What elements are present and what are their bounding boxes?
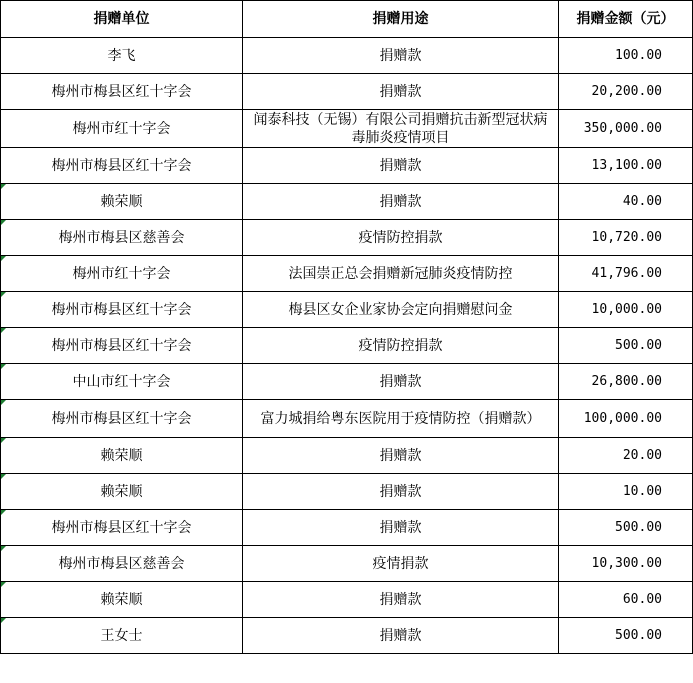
amount-cell: 20,200.00 (559, 74, 693, 110)
purpose-cell: 疫情捐款 (243, 546, 559, 582)
purpose-cell: 捐赠款 (243, 618, 559, 654)
donor-unit-cell (1, 256, 243, 292)
table-row (1, 74, 693, 110)
donor-unit-text: 梅州市红十字会 (72, 265, 171, 282)
table-row (1, 292, 693, 328)
amount-cell: 40.00 (559, 184, 693, 220)
cell-flag-icon (1, 400, 6, 405)
amount-cell: 20.00 (559, 438, 693, 474)
purpose-cell: 疫情防控捐款 (243, 220, 559, 256)
cell-flag-icon (1, 184, 6, 189)
cell-flag-icon (1, 364, 6, 369)
amount-cell: 13,100.00 (559, 148, 693, 184)
cell-flag-icon (1, 256, 6, 261)
cell-flag-icon (1, 474, 6, 479)
donor-unit-text: 梅州市梅县区红十字会 (51, 337, 192, 354)
header-donation-purpose: 捐赠用途 (243, 1, 559, 38)
donor-unit-cell (1, 184, 243, 220)
purpose-cell: 疫情防控捐款 (243, 328, 559, 364)
donor-unit-text: 赖荣顺 (100, 591, 143, 608)
donor-unit-cell (1, 364, 243, 400)
cell-flag-icon (1, 582, 6, 587)
amount-cell: 26,800.00 (559, 364, 693, 400)
table-row (1, 220, 693, 256)
table-row (1, 110, 693, 148)
donor-unit-cell (1, 400, 243, 438)
table-row (1, 184, 693, 220)
table-row (1, 400, 693, 438)
amount-cell: 100,000.00 (559, 400, 693, 438)
cell-flag-icon (1, 546, 6, 551)
amount-cell: 100.00 (559, 38, 693, 74)
donor-unit-cell: 李飞 (1, 38, 243, 74)
donor-unit-cell (1, 328, 243, 364)
purpose-cell: 捐赠款 (243, 510, 559, 546)
table-row (1, 256, 693, 292)
donor-unit-cell (1, 220, 243, 256)
table-row (1, 364, 693, 400)
donor-unit-cell (1, 546, 243, 582)
donor-unit-cell: 梅州市梅县区红十字会 (1, 148, 243, 184)
cell-flag-icon (1, 292, 6, 297)
table-row (1, 438, 693, 474)
cell-flag-icon (1, 618, 6, 623)
amount-cell: 41,796.00 (559, 256, 693, 292)
cell-flag-icon (1, 328, 6, 333)
donor-unit-cell: 梅州市梅县区红十字会 (1, 74, 243, 110)
donor-unit-text: 梅州市梅县区慈善会 (58, 229, 185, 246)
donor-unit-cell (1, 292, 243, 328)
purpose-cell: 捐赠款 (243, 74, 559, 110)
donor-unit-text: 梅州市梅县区红十字会 (51, 410, 192, 427)
amount-cell: 10.00 (559, 474, 693, 510)
donor-unit-text: 梅州市梅县区慈善会 (58, 555, 185, 572)
table-row (1, 148, 693, 184)
purpose-cell: 闻泰科技（无锡）有限公司捐赠抗击新型冠状病毒肺炎疫情项目 (243, 110, 559, 148)
donor-unit-cell (1, 438, 243, 474)
purpose-cell: 捐赠款 (243, 184, 559, 220)
table-row (1, 618, 693, 654)
table-row (1, 510, 693, 546)
donor-unit-text: 赖荣顺 (100, 483, 143, 500)
donor-unit-text: 赖荣顺 (100, 193, 143, 210)
purpose-cell: 捐赠款 (243, 38, 559, 74)
amount-cell: 10,000.00 (559, 292, 693, 328)
donor-unit-text: 中山市红十字会 (72, 373, 171, 390)
purpose-cell: 捐赠款 (243, 582, 559, 618)
purpose-cell: 捐赠款 (243, 438, 559, 474)
table-row (1, 546, 693, 582)
table-row (1, 474, 693, 510)
cell-flag-icon (1, 438, 6, 443)
amount-cell: 60.00 (559, 582, 693, 618)
donor-unit-cell: 梅州市红十字会 (1, 110, 243, 148)
purpose-cell: 法国崇正总会捐赠新冠肺炎疫情防控 (243, 256, 559, 292)
cell-flag-icon (1, 510, 6, 515)
donor-unit-text: 赖荣顺 (100, 447, 143, 464)
amount-cell: 350,000.00 (559, 110, 693, 148)
cell-flag-icon (1, 220, 6, 225)
purpose-cell: 捐赠款 (243, 148, 559, 184)
amount-cell: 500.00 (559, 618, 693, 654)
table-row (1, 582, 693, 618)
purpose-cell: 梅县区女企业家协会定向捐赠慰问金 (243, 292, 559, 328)
purpose-cell: 捐赠款 (243, 364, 559, 400)
table-row (1, 38, 693, 74)
donor-unit-text: 梅州市梅县区红十字会 (51, 301, 192, 318)
donor-unit-cell (1, 618, 243, 654)
purpose-cell: 捐赠款 (243, 474, 559, 510)
donor-unit-text: 梅州市梅县区红十字会 (51, 519, 192, 536)
amount-cell: 10,720.00 (559, 220, 693, 256)
amount-cell: 500.00 (559, 510, 693, 546)
donor-unit-cell (1, 510, 243, 546)
table-row (1, 328, 693, 364)
header-row (1, 1, 693, 38)
donor-unit-cell (1, 474, 243, 510)
donor-unit-cell (1, 582, 243, 618)
donor-unit-text: 王女士 (100, 627, 143, 644)
amount-cell: 500.00 (559, 328, 693, 364)
purpose-cell: 富力城捐给粤东医院用于疫情防控（捐赠款） (243, 400, 559, 438)
header-donation-amount: 捐赠金额（元） (559, 1, 693, 38)
amount-cell: 10,300.00 (559, 546, 693, 582)
header-donor-unit: 捐赠单位 (1, 1, 243, 38)
